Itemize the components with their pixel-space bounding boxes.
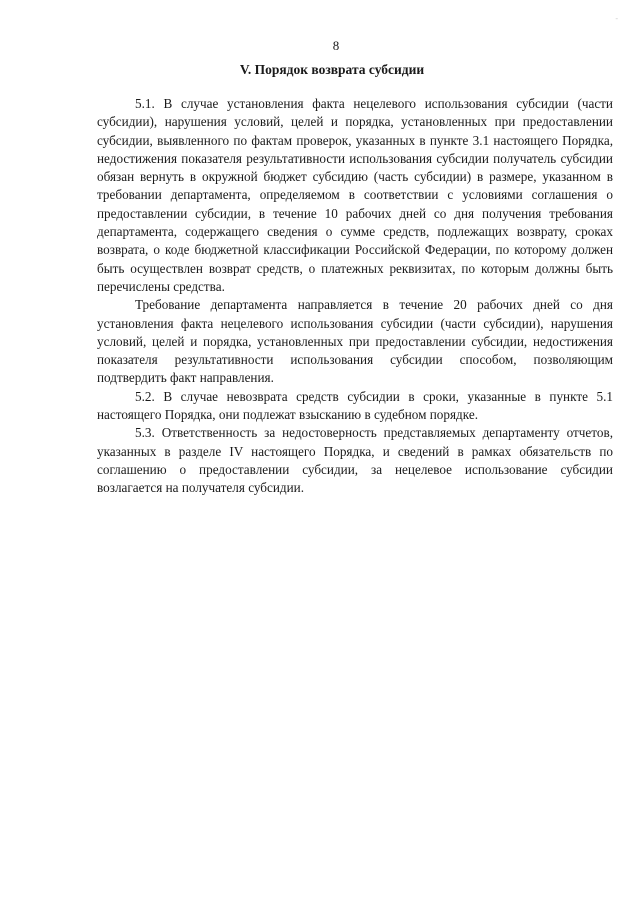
corner-mark: -: [615, 14, 618, 23]
paragraph-5-3: 5.3. Ответственность за недостоверность представляемых департаменту отчетов, указанных в разделе IV настоящего Порядка, и сведений в рамках обязательств по соглашению о предоставлении субсидии, за нецелевое использование субсидии возлагается на получателя субсидии.: [97, 425, 613, 496]
page-number: 8: [332, 38, 340, 53]
section-title: V. Порядок возврата субсидии: [239, 62, 425, 77]
paragraph-5-1: 5.1. В случае установления факта нецелевого использования субсидии (части субсидии), нарушения условий, целей и порядка, установленных при предоставлении субсидии, выявленного по фактам проверок, указанных в пункте 3.1 настоящего Порядка, недостижения показателя результативности использования субсидии получатель субсидии обязан вернуть в окружной бюджет субсидию (часть субсидии) в размере, указанном в требовании департамента, определяемом в соответствии с условиями соглашения о предоставлении субсидии, в течение 10 рабочих дней со дня получения требования департамента, содержащего сведения о сумме средств, подлежащих возврату, сроках возврата, о коде бюджетной классификации Российской Федерации, по которому должен быть осуществлен возврат средств, о платежных реквизитах, по которым должны быть перечислены средства.: [97, 96, 613, 294]
paragraph-5-2: 5.2. В случае невозврата средств субсидии в сроки, указанные в пункте 5.1 настоящего Порядка, они подлежат взысканию в судебном порядке.: [97, 388, 613, 423]
paragraph-requirement: Требование департамента направляется в течение 20 рабочих дней со дня установления факта нецелевого использования субсидии (части субсидии), нарушения условий, целей и порядка, установленных при предоставлении субсидии, недостижения показателя результативности использования субсидии способом, позволяющим подтвердить факт направления.: [97, 297, 613, 386]
body-text: [97, 95, 613, 498]
